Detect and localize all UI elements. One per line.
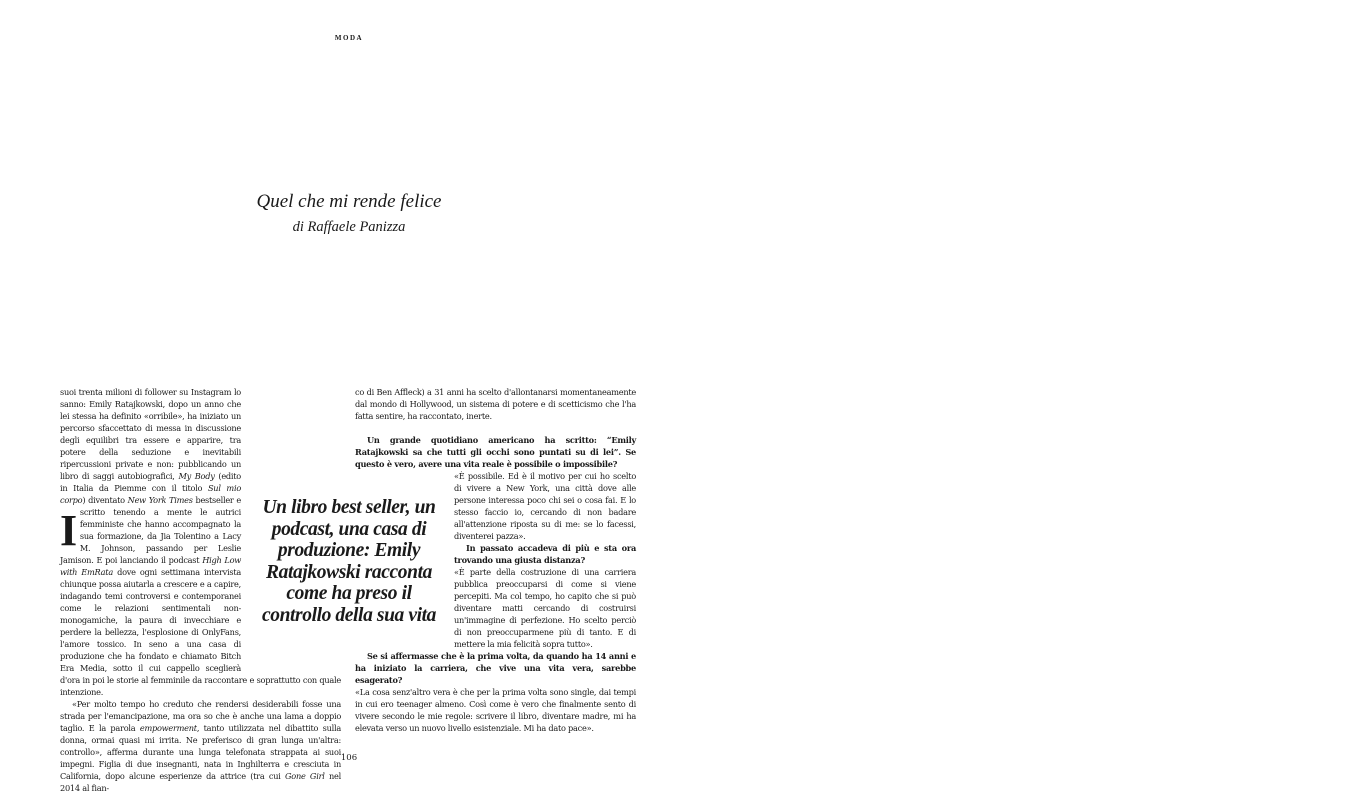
newspaper-name: New York Times xyxy=(127,495,193,505)
interview-question: Un grande quotidiano americano ha scritto: “Emily Ratajkowski sa che tutti gli occhi sono puntati su di lei”. Se questo è vero, avere una vita reale è possibile o impossibile? xyxy=(355,435,636,469)
interview-answer: «È parte della costruzione di una carriera pubblica preoccuparsi di come si viene percepiti. Ma col tempo, ho capito che si può diventare matti cercando di costruirsi un'immagine di perfezione. Ho scelto perciò di non preoccuparmene più di tanto. E di mettere la mia felicità sopra tutto». xyxy=(454,567,636,649)
quote-paragraph: «Per molto tempo ho creduto che rendersi desiderabili fosse una strada per l'emancipazione, ma ora so che è anche una lama a doppio taglio. E la parola empowerment, tanto utilizzata nel dibattito sulla donna, ormai quasi mi irrita. Ne preferisco di gran lunga un'altra: controllo», afferma durante una lunga telefonata strappata ai suoi impegni. Figlia di due insegnanti, nata in Inghilterra e cresciuta in California, dopo alcune esperienze da attrice (tra cui Gone Girl nel 2014 al fian- xyxy=(60,699,342,793)
interview-question: In passato accadeva di più e sta ora trovando una giusta distanza? xyxy=(454,543,636,565)
pull-quote: Un libro best seller, un podcast, una casa di produzione: Emily Ratajkowski racconta come ha preso il controllo della sua vita xyxy=(261,497,437,626)
article-title: Quel che mi rende felice xyxy=(256,191,442,212)
italic-word: empowerment xyxy=(139,723,197,733)
podcast-name: High Low with EmRata xyxy=(60,555,242,577)
interview-answer: «La cosa senz'altro vera è che per la prima volta sono single, dai tempi in cui ero teenager almeno. Così come è vero che finalmente sento di vivere secondo le mie regole: scrivere il libro, diventare madre, mi ha elevata verso un nuovo livello esistenziale. Mi ha dato pace». xyxy=(355,687,636,733)
interview-question: Se si affermasse che è la prima volta, da quando ha 14 anni e ha iniziato la carriera, che vive una vita vera, sarebbe esagerato? xyxy=(355,651,636,685)
drop-cap: I xyxy=(60,506,77,555)
article-byline: di Raffaele Panizza xyxy=(292,219,406,235)
continuation-paragraph: co di Ben Affleck) a 31 anni ha scelto d'allontanarsi momentaneamente dal mondo di Hollywood, un sistema di potere e di scetticismo che l'ha fatta sentire, ha raccontato, inerte. xyxy=(355,387,636,421)
interview-answer: «È possibile. Ed è il motivo per cui ho scelto di vivere a New York, una città dove alle persone interessa poco chi sei o cosa fai. E lo stesso faccio io, cercando di non badare all'attenzione riposta su di me: se lo facessi, diventerei pazza». xyxy=(454,471,636,541)
book-title-italian: Sul mio corpo xyxy=(60,483,241,505)
film-title: Gone Girl xyxy=(284,771,325,781)
section-label: MODA xyxy=(334,34,364,42)
book-title: My Body xyxy=(178,471,215,481)
intro-paragraph: I suoi trenta milioni di follower su Instagram lo sanno: Emily Ratajkowski, dopo un anno che lei stessa ha definito «orribile», ha iniziato un percorso sfaccettato di messa in discussione degli equilibri tra essere e apparire, tra potere della seduzione e inevitabili ripercussioni private e non: pubblicando un libro di saggi autobiografici, My Body (edito in Italia da Piemme con il titolo Sul mio corpo) diventato New York Times bestseller e scritto tenendo a mente le autrici femministe che hanno accompagnato la sua formazione, da Jia Tolentino a Lacy M. Johnson, passando per Leslie Jamison. E poi lanciando il podcast High Low with EmRata dove ogni settimana intervista chiunque possa aiutarla a crescere e a capire, indagando temi controversi e contemporanei come le relazioni sentimentali non-monogamiche, la paura di invecchiare e perdere la bellezza, l'esplosione di OnlyFans, l'amore tossico. In seno a una casa di produzione che ha fondato e chiamato Bitch Era Media, sotto il cui cappello sceglierà d'ora in poi le storie al femminile da raccontare e soprattutto con quale intenzione. xyxy=(60,387,341,697)
page-number: 106 xyxy=(340,753,358,763)
